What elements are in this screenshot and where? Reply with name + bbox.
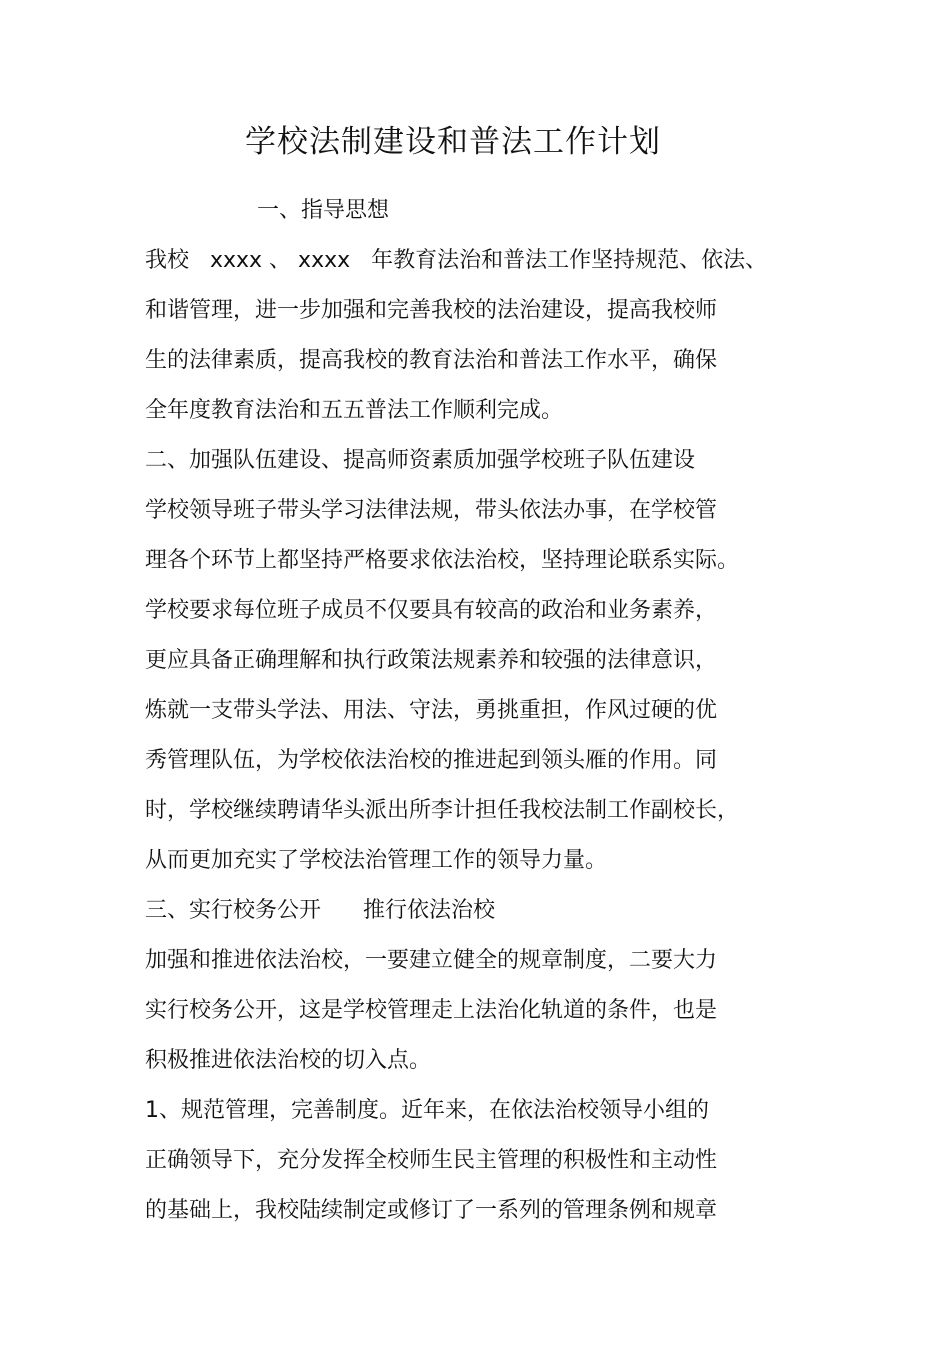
paragraph-line: 实行校务公开，这是学校管理走上法治化轨道的条件，也是 — [145, 998, 718, 1023]
paragraph-line: 秀管理队伍，为学校依法治校的推进起到领头雁的作用。同 — [145, 748, 718, 773]
section-heading: 三、实行校务公开 推行依法治校 — [145, 898, 495, 923]
page-title: 学校法制建设和普法工作计划 — [245, 124, 661, 160]
paragraph-line: 从而更加充实了学校法治管理工作的领导力量。 — [145, 848, 608, 873]
paragraph-line: 学校领导班子带头学习法律法规，带头依法办事，在学校管 — [145, 498, 718, 523]
paragraph-line: 1、规范管理，完善制度。近年来，在依法治校领导小组的 — [145, 1098, 709, 1123]
paragraph-line: 正确领导下，充分发挥全校师生民主管理的积极性和主动性 — [145, 1148, 718, 1173]
paragraph-line: 和谐管理，进一步加强和完善我校的法治建设，提高我校师 — [145, 298, 718, 323]
paragraph-line: 全年度教育法治和五五普法工作顺利完成。 — [145, 398, 564, 423]
paragraph-line: 学校要求每位班子成员不仅要具有较高的政治和业务素养， — [145, 598, 718, 623]
paragraph-line: 的基础上，我校陆续制定或修订了一系列的管理条例和规章 — [145, 1198, 718, 1223]
paragraph-line: 时，学校继续聘请华头派出所李计担任我校法制工作副校长， — [145, 798, 740, 823]
paragraph-line: 更应具备正确理解和执行政策法规素养和较强的法律意识， — [145, 648, 718, 673]
section-heading: 一、指导思想 — [257, 198, 390, 223]
paragraph-line: 理各个环节上都坚持严格要求依法治校，坚持理论联系实际。 — [145, 548, 740, 573]
paragraph-line: 生的法律素质，提高我校的教育法治和普法工作水平，确保 — [145, 348, 718, 373]
section-heading: 二、加强队伍建设、提高师资素质加强学校班子队伍建设 — [145, 448, 696, 473]
paragraph-line: 加强和推进依法治校，一要建立健全的规章制度，二要大力 — [145, 948, 718, 973]
paragraph-line: 炼就一支带头学法、用法、守法，勇挑重担，作风过硬的优 — [145, 698, 718, 723]
paragraph-line: 积极推进依法治校的切入点。 — [145, 1048, 432, 1073]
document-body — [145, 186, 768, 1236]
paragraph-line: 我校 xxxx 、 xxxx 年教育法治和普法工作坚持规范、依法、 — [145, 248, 768, 273]
